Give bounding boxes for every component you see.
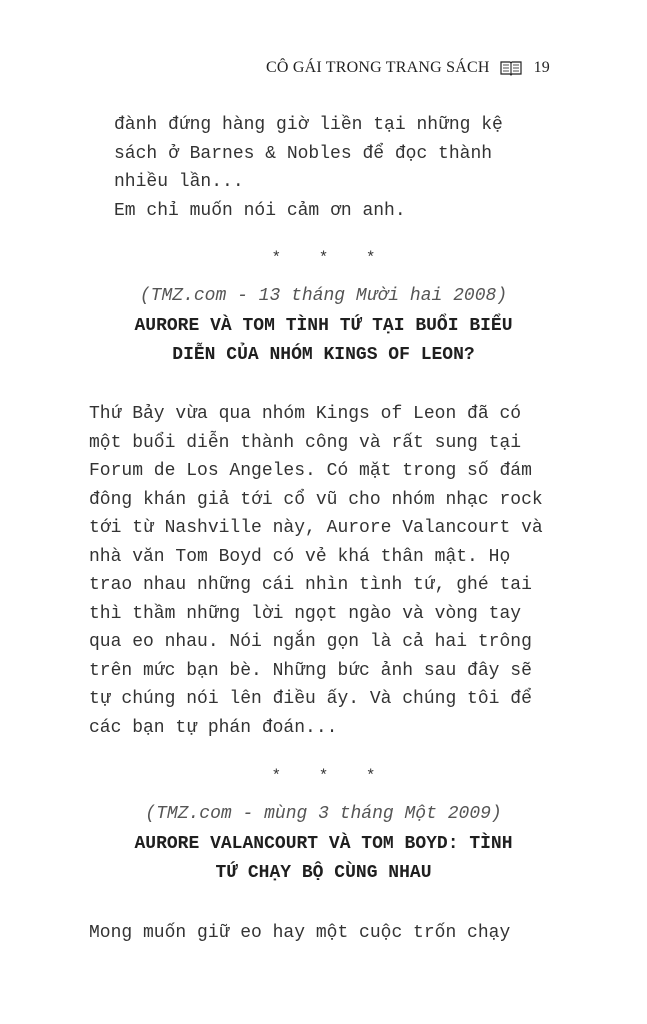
body-line: Thứ Bảy vừa qua nhóm Kings of Leon đã có bbox=[89, 404, 522, 424]
body-line: Mong muốn giữ eo hay một cuộc trốn chạy bbox=[89, 923, 511, 943]
running-header bbox=[266, 59, 550, 77]
article-headline: AURORE VALANCOURT VÀ TOM BOYD: TÌNH bbox=[134, 834, 513, 854]
running-title: CÔ GÁI TRONG TRANG SÁCH bbox=[266, 59, 490, 76]
body-line: Forum de Los Angeles. Có mặt trong số đám bbox=[89, 461, 532, 481]
article-headline: TỨ CHẠY BỘ CÙNG NHAU bbox=[215, 863, 432, 883]
article-headline: DIỄN CỦA NHÓM KINGS OF LEON? bbox=[172, 345, 475, 365]
page-number: 19 bbox=[533, 59, 550, 76]
body-line: trao nhau những cái nhìn tình tứ, ghé tai bbox=[89, 575, 532, 595]
intro-line: đành đứng hàng giờ liền tại những kệ bbox=[114, 115, 503, 135]
body-line: tự chúng nói lên điều ấy. Và chúng tôi để bbox=[89, 689, 532, 709]
body-line: tới từ Nashville này, Aurore Valancourt và bbox=[89, 518, 543, 538]
body-line: nhà văn Tom Boyd có vẻ khá thân mật. Họ bbox=[89, 547, 511, 567]
intro-line: sách ở Barnes & Nobles để đọc thành bbox=[114, 144, 493, 164]
intro-line: nhiều lần... bbox=[114, 172, 244, 192]
article-headline: AURORE VÀ TOM TÌNH TỨ TẠI BUỔI BIỂU bbox=[134, 316, 513, 336]
article-source: (TMZ.com - mùng 3 tháng Một 2009) bbox=[145, 804, 502, 824]
body-line: các bạn tự phán đoán... bbox=[89, 718, 338, 738]
body-line: một buổi diễn thành công và rất sung tại bbox=[89, 433, 522, 453]
article-source: (TMZ.com - 13 tháng Mười hai 2008) bbox=[139, 286, 508, 306]
intro-line: Em chỉ muốn nói cảm ơn anh. bbox=[114, 201, 406, 221]
body-line: thì thầm những lời ngọt ngào và vòng tay bbox=[89, 604, 522, 624]
open-book-icon bbox=[500, 60, 522, 76]
body-line: đông khán giả tới cổ vũ cho nhóm nhạc rock bbox=[89, 490, 543, 510]
body-line: qua eo nhau. Nói ngắn gọn là cả hai trông bbox=[89, 632, 532, 652]
section-separator: * * * bbox=[271, 249, 390, 267]
body-line: trên mức bạn bè. Những bức ảnh sau đây sẽ bbox=[89, 661, 532, 681]
section-separator: * * * bbox=[271, 767, 390, 785]
